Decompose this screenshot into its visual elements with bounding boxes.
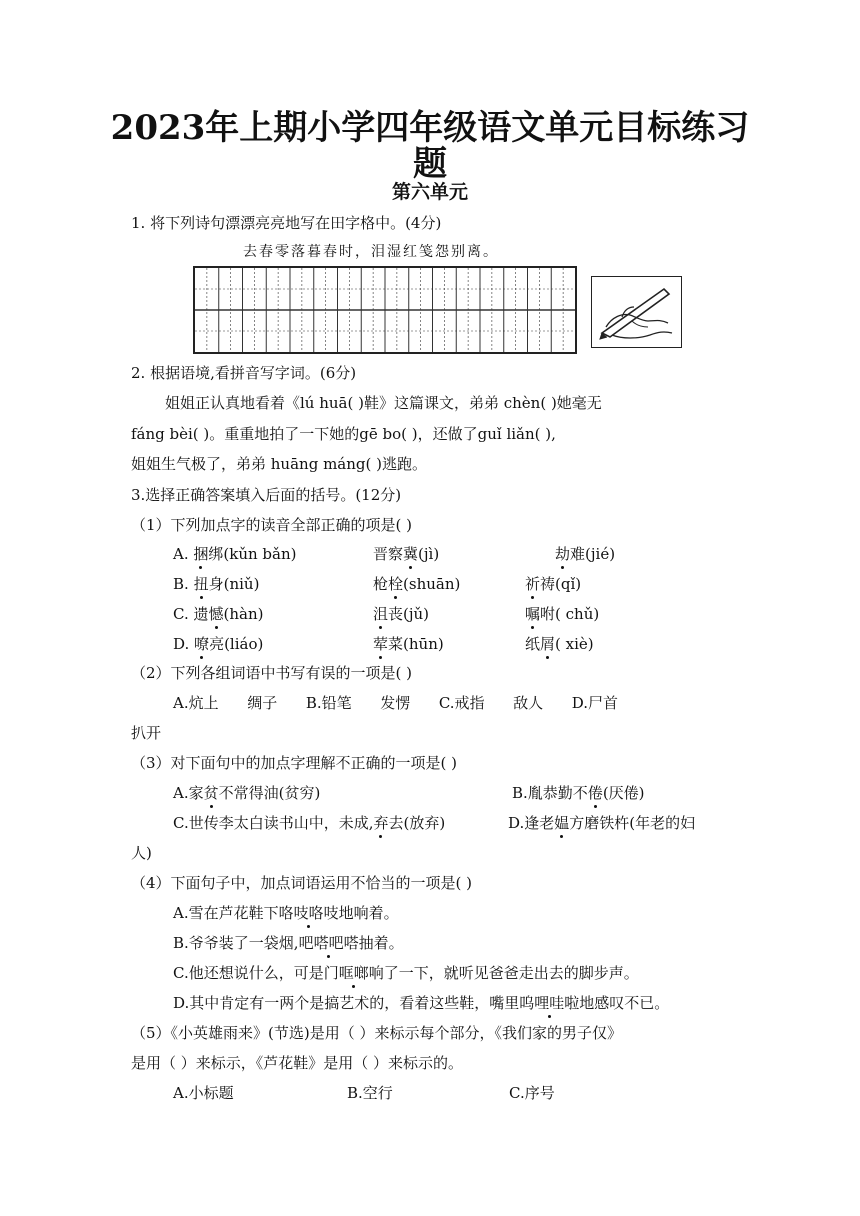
q3-4-question: （4）下面句子中，加点词语运用不恰当的一项是( ) [131, 874, 473, 892]
q3-1-option-c: C. 遗憾(hàn) [173, 605, 264, 623]
q3-1-option-c-2: 沮丧(jǔ) [373, 605, 430, 623]
q2-line-3: 姐姐生气极了，弟弟 huāng máng( )逃跑。 [131, 455, 427, 473]
q3-4-option-c: C.他还想说什么，可是门哐啷响了一下，就听见爸爸走出去的脚步声。 [173, 964, 639, 982]
title-line-2: 题 [413, 144, 447, 184]
q3-1-option-b-3: 祈祷(qǐ) [525, 575, 582, 593]
q3-1-option-d-3: 纸屑( xiè) [525, 635, 594, 653]
q3-3-wrap: 人) [131, 844, 152, 862]
q1-heading: 1. 将下列诗句漂漂亮亮地写在田字格中。(4分) [131, 214, 442, 232]
q3-5-option-c: C.序号 [509, 1084, 555, 1102]
grid-lines [195, 268, 575, 352]
q3-heading: 3.选择正确答案填入后面的括号。(12分) [131, 486, 402, 504]
q3-3-option-d: D.逢老媪方磨铁杵(年老的妇 [508, 814, 696, 832]
q3-2-question: （2）下列各组词语中书写有误的一项是( ) [131, 664, 413, 682]
unit-heading: 第六单元 [391, 181, 468, 203]
q3-2-options: A.炕上 绸子 B.铅笔 发愣 C.戒指 敌人 D.尸首 [173, 694, 619, 712]
q2-line-2: fáng bèi( )。重重地拍了一下她的gē bo( )，还做了guǐ liǎn( ), [131, 425, 556, 443]
q1-poem: 去春零落暮春时，泪湿红笺怨别离。 [243, 244, 499, 260]
q3-1-question: （1）下列加点字的读音全部正确的项是( ) [131, 516, 413, 534]
q3-3-option-c: C.世传李太白读书山中，未成,弃去(放弃) [173, 814, 446, 832]
q3-2-wrap: 扒开 [131, 724, 162, 742]
q3-1-option-a-2: 晋察冀(jì) [373, 545, 440, 563]
title-line-1: 2023年上期小学四年级语文单元目标练习 [110, 108, 750, 148]
q2-line-1: 姐姐正认真地看着《lú huā( )鞋》这篇课文，弟弟 chèn( )她毫无 [165, 394, 602, 412]
q3-1-option-d-2: 荤菜(hūn) [373, 635, 444, 653]
q3-5-option-a: A.小标题 [173, 1084, 234, 1102]
q3-1-option-a: A. 捆绑(kǔn bǎn) [173, 545, 297, 563]
q3-4-option-b: B.爷爷装了一袋烟,吧嗒吧嗒抽着。 [173, 934, 404, 952]
q3-3-question: （3）对下面句中的加点字理解不正确的一项是( ) [131, 754, 458, 772]
q3-1-option-c-3: 嘱咐( chǔ) [525, 605, 600, 623]
q3-4-option-a: A.雪在芦花鞋下咯吱咯吱地响着。 [173, 904, 399, 922]
q3-1-option-d: D. 嘹亮(liáo) [173, 635, 264, 653]
q3-3-option-b: B.胤恭勤不倦(厌倦) [512, 784, 645, 802]
q3-1-option-b: B. 扭身(niǔ) [173, 575, 260, 593]
q3-1-option-b-2: 枪栓(shuān) [373, 575, 461, 593]
tianzige-grid [193, 266, 577, 354]
q2-heading: 2. 根据语境,看拼音写字词。(6分) [131, 364, 357, 382]
q3-5-line-2: 是用（ ）来标示，《芦花鞋》是用（ ）来标示的。 [131, 1054, 464, 1072]
q3-1-option-a-3: 劫难(jié) [555, 545, 616, 563]
q3-3-option-a: A.家贫不常得油(贫穷) [173, 784, 321, 802]
q3-5-option-b: B.空行 [347, 1084, 393, 1102]
q3-4-option-d: D.其中肯定有一两个是搞艺术的，看着这些鞋，嘴里呜哩哇啦地感叹不已。 [173, 994, 670, 1012]
q3-5-line-1: （5）《小英雄雨来》(节选)是用（ ）来标示每个部分，《我们家的男子仅》 [131, 1024, 623, 1042]
hand-writing-icon [591, 276, 682, 348]
